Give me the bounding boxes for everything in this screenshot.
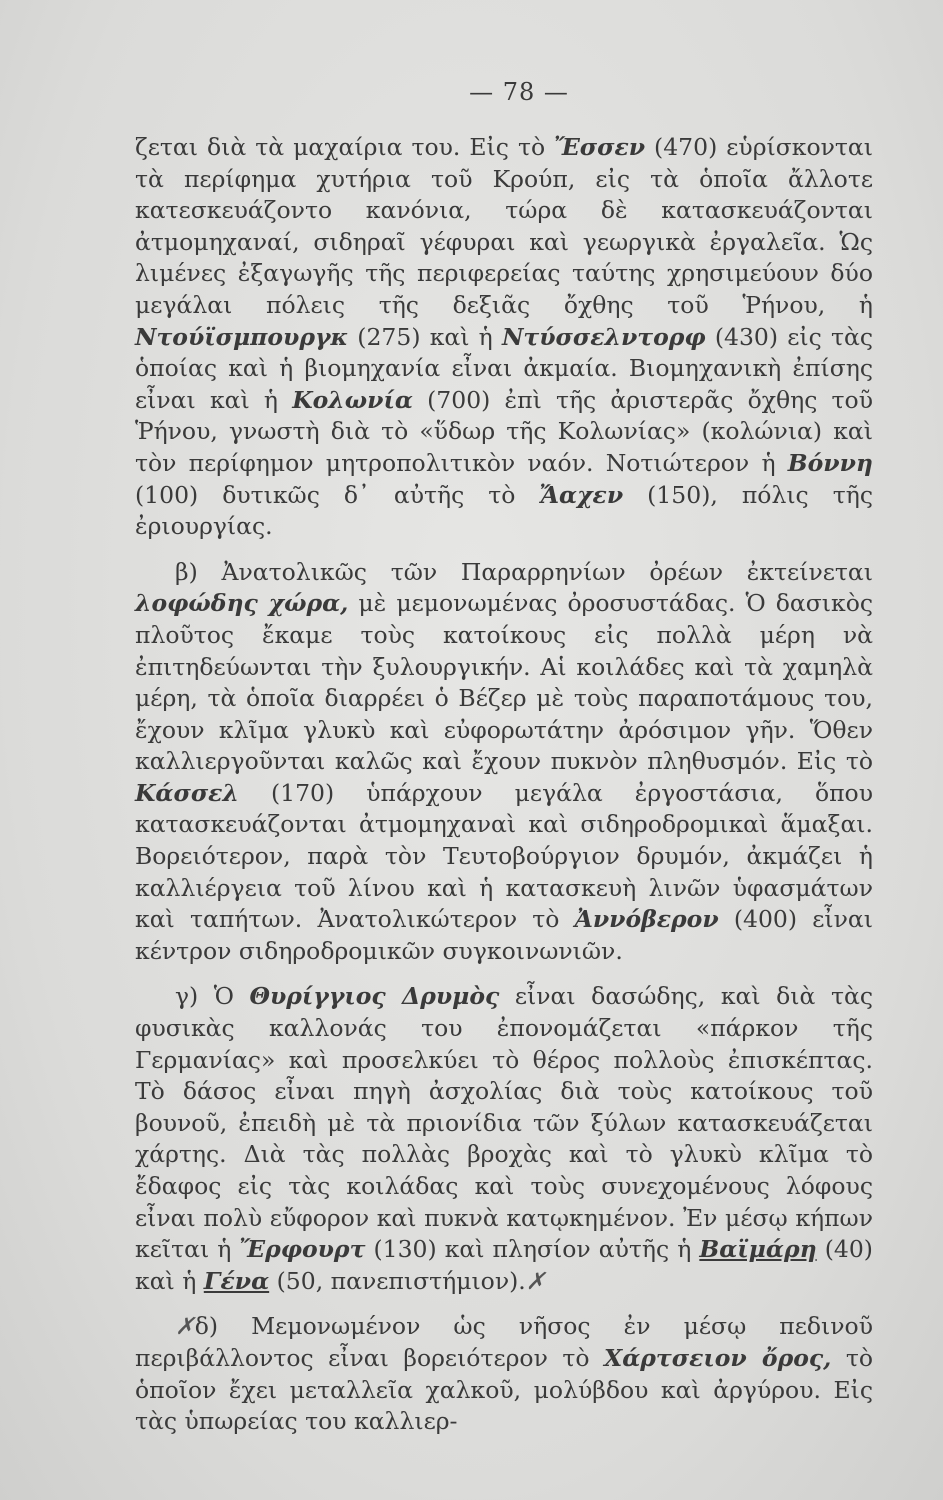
text-run: τὸ ὁποῖον ἔχει μεταλλεῖα χαλκοῦ, μολύβδου καὶ ἀργύρου. Εἰς τὰς ὑπωρείας του καλλιερ- xyxy=(135,1343,874,1436)
place-name: Ἀννόβερον xyxy=(574,905,719,934)
handwritten-mark: ✗ xyxy=(525,1266,546,1295)
text-run: εἶναι δασώδης, καὶ διὰ τὰς φυσικὰς καλλονάς του ἐπονομάζεται «πάρκον τῆς Γερμανίας» καὶ προσελκύει τὸ θέρος πολλοὺς ἐπισκέπτας. Τὸ δάσος εἶναι πηγὴ ἀσχολίας διὰ τοὺς κατοίκους τοῦ βουνοῦ, ἐπειδὴ μὲ τὰ πριονίδια τῶν ξύλων κατασκευάζεται χάρτης. Διὰ τὰς πολλὰς βροχὰς καὶ τὸ γλυκὺ κλῖμα τὸ ἔδαφος εἰς τὰς κοιλάδας καὶ τοὺς συνεχομένους λόφους εἶναι πολὺ εὔφορον καὶ πυκνὰ κατῳκημένον. Ἐν μέσῳ κήπων κεῖται ἡ xyxy=(135,982,873,1264)
page-number: — 78 — xyxy=(469,78,569,106)
place-name: Βαϊμάρη xyxy=(699,1235,817,1264)
paragraph-beta-hill-country xyxy=(135,557,873,968)
place-name: Χάρτσειον ὄρος, xyxy=(603,1343,832,1372)
place-name: Κολωνία xyxy=(292,385,413,414)
paragraph-gamma-thuringian-forest xyxy=(135,981,873,1297)
place-name: λοφώδης χώρα, xyxy=(135,589,349,618)
text-run: (470) εὑρίσκονται τὰ περίφημα χυτήρια τοῦ Κρούπ, εἰς τὰ ὁποῖα ἄλλοτε κατεσκευάζοντο κανόνια, τώρα δὲ κατασκευάζονται ἀτμομηχαναί, σιδηραῖ γέφυραι καὶ γεωργικὰ ἐργαλεῖα. Ὡς λιμένες ἐξαγωγῆς τῆς περιφερείας ταύτης χρησιμεύουν δύο μεγάλαι πόλεις τῆς δεξιᾶς ὄχθης τοῦ Ῥήνου, ἡ xyxy=(135,133,873,319)
paragraph-essen-rhine xyxy=(135,132,873,543)
text-run: δ) Μεμονωμένον ὡς νῆσος ἐν μέσῳ πεδινοῦ περιβάλλοντος εἶναι βορειότερον τὸ xyxy=(135,1312,873,1372)
place-name: Ντύσσελντορφ xyxy=(501,322,706,351)
place-name: Ἄαχεν xyxy=(539,480,624,509)
text-run: (50, πανεπιστήμιον). xyxy=(269,1266,526,1295)
text-run: ζεται διὰ τὰ μαχαίρια του. Εἰς τὸ xyxy=(135,133,555,161)
place-name: Γένα xyxy=(203,1266,270,1295)
text-run: (430) εἰς τὰς ὁποίας καὶ ἡ βιομηχανία εἶναι ἀκμαία. Βιομηχανικὴ ἐπίσης εἶναι καὶ ἡ xyxy=(135,322,873,414)
text-run: μὲ μεμονωμένας ὀροσυστάδας. Ὁ δασικὸς πλοῦτος ἔκαμε τοὺς κατοίκους εἰς πολλὰ μέρη νὰ ἐπιτηδεύωνται τὴν ξυλουργικήν. Αἱ κοιλάδες καὶ τὰ χαμηλὰ μέρη, τὰ ὁποῖα διαρρέει ὁ Βέζερ μὲ τοὺς παραποτάμους του, ἔχουν κλῖμα γλυκὺ καὶ εὐφορωτάτην ἀρόσιμον γῆν. Ὅθεν καλλιεργοῦνται καλῶς καὶ ἔχουν πυκνὸν πληθυσμόν. Εἰς τὸ xyxy=(135,589,874,776)
text-run: (100) δυτικῶς δ᾽ αὐτῆς τὸ xyxy=(135,480,540,509)
text-run: (150), πόλις τῆς ἐριουργίας. xyxy=(135,480,873,541)
text-run: (700) ἐπὶ τῆς ἀριστερᾶς ὄχθης τοῦ Ῥήνου, γνωστὴ διὰ τὸ «ὕδωρ τῆς Κολωνίας» (κολώνια) καὶ τὸν περίφημον μητροπολιτικὸν ναόν. Νοτιώτερον ἡ xyxy=(135,385,873,477)
text-run: β) Ἀνατολικῶς τῶν Παραρρηνίων ὀρέων ἐκτείνεται xyxy=(175,557,873,586)
place-name: Βόννη xyxy=(787,448,873,477)
text-run: γ) Ὁ xyxy=(175,982,250,1011)
place-name: Ἔσσεν xyxy=(554,133,646,161)
text-run: (40) καὶ ἡ xyxy=(135,1235,873,1295)
text-run: (400) εἶναι κέντρον σιδηροδρομικῶν συγκοινωνιῶν. xyxy=(135,905,873,965)
paragraph-delta-harz xyxy=(135,1311,873,1437)
text-run: (170) ὑπάρχουν μεγάλα ἐργοστάσια, ὅπου κατασκευάζονται ἀτμομηχαναὶ καὶ σιδηροδρομικαὶ ἅμαξαι. Βορειότερον, παρὰ τὸν Τευτοβούργιον δρυμόν, ἀκμάζει ἡ καλλιέργεια τοῦ λίνου καὶ ἡ κατασκευὴ λινῶν ὑφασμάτων καὶ ταπήτων. Ἀνατολικώτερον τὸ xyxy=(135,778,873,934)
place-name: Θυρίγγιος Δρυμὸς xyxy=(249,982,500,1011)
place-name: Ἔρφουρτ xyxy=(239,1235,366,1264)
text-run: (130) καὶ πλησίον αὐτῆς ἡ xyxy=(365,1235,700,1264)
place-name: Κάσσελ xyxy=(135,778,239,807)
handwritten-mark: ✗ xyxy=(175,1312,195,1341)
place-name: Ντούϊσμπουργκ xyxy=(135,322,349,351)
text-run: (275) καὶ ἡ xyxy=(348,322,502,351)
